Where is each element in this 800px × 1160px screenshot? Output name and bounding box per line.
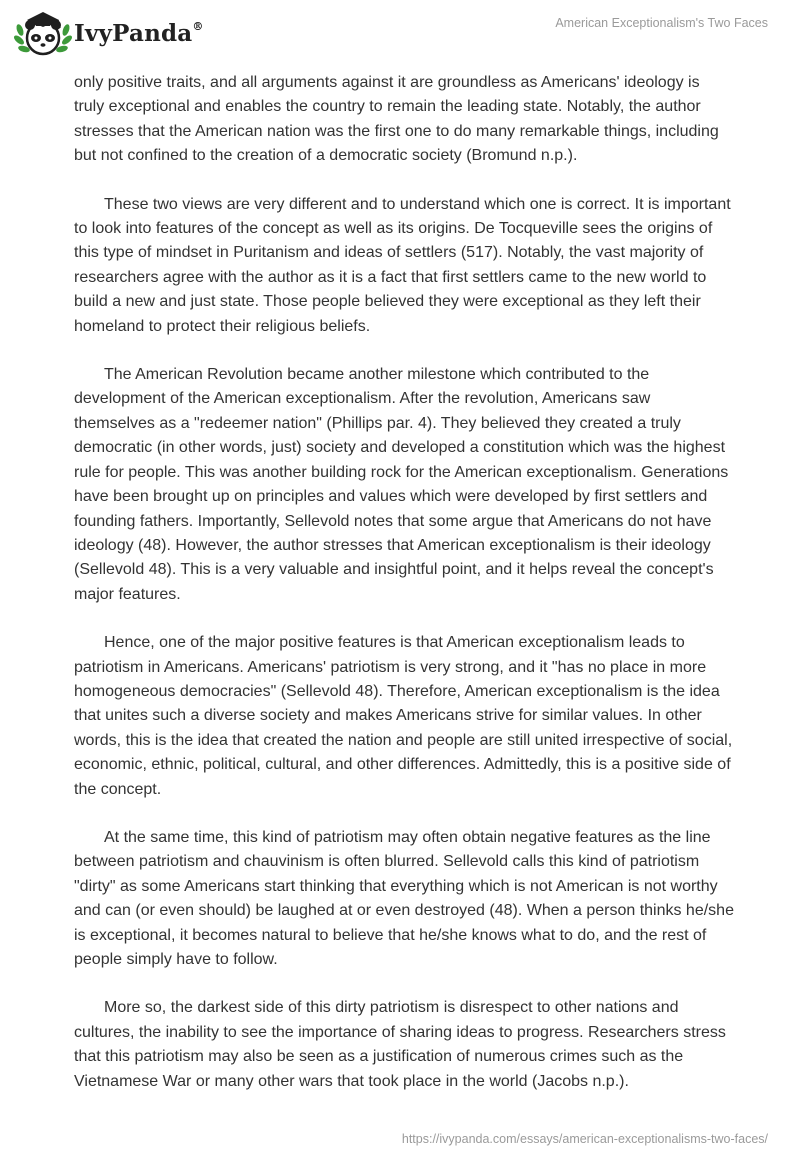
paragraph: More so, the darkest side of this dirty patriotism is disrespect to other nations and cultures, the inability to see the importance of sharing ideas to progress. Researchers stress that this patriotism may also be seen as a justification of numerous crimes such as the Vietnamese War or many other wars that took place in the world (Jacobs n.p.). <box>74 999 726 1090</box>
paragraph: These two views are very different and to understand which one is correct. It is important to look into features of the concept as well as its origins. De Tocqueville sees the origins of this type of mindset in Puritanism and ideas of settlers (517). Notably, the vast majority of researchers agree with the author as it is a fact that first settlers came to the new world to build a new and just state. Those people believed they were exceptional as they left their homeland to protect their religious beliefs. <box>74 195 731 335</box>
paragraph: only positive traits, and all arguments against it are groundless as Americans' ideology is truly exceptional and enables the country to remain the leading state. Notably, the author stresses that the American nation was the first one to do many remarkable things, including but not confined to the creation of a democratic society (Bromund n.p.). <box>74 74 719 165</box>
page-header <box>0 0 800 70</box>
paragraph: The American Revolution became another milestone which contributed to the development of the American exceptionalism. After the revolution, Americans saw themselves as a "redeemer nation" (Phillips par. 4). They believed they created a truly democratic (in other words, just) society and developed a constitution which was the highest rule for people. This was another building rock for the American exceptionalism. Generations have been brought up on principles and values which were developed by first settlers and founding fathers. Importantly, Sellevold notes that some argue that Americans do not have ideology (48). However, the author stresses that American exceptionalism is their ideology (Sellevold 48). This is a very valuable and insightful point, and it helps reveal the concept's major features. <box>74 366 729 603</box>
brand-name: IvyPanda® <box>74 19 204 47</box>
brand-logo[interactable] <box>14 8 204 58</box>
paragraph: Hence, one of the major positive features is that American exceptionalism leads to patriotism in Americans. Americans' patriotism is very strong, and it "has no place in more homogeneous democracies" (Sellevold 48). Therefore, American exceptionalism is the idea that unites such a diverse society and makes Americans strive for similar values. In other words, this is the idea that created the nation and people are still united irrespective of social, economic, ethnic, political, cultural, and other differences. Admittedly, this is a positive side of the concept. <box>74 634 733 798</box>
source-url[interactable]: https://ivypanda.com/essays/american-exceptionalisms-two-faces/ <box>401 1132 768 1146</box>
panda-graduate-icon <box>14 8 72 58</box>
document-title: American Exceptionalism's Two Faces <box>555 16 768 30</box>
paragraph: At the same time, this kind of patriotism may often obtain negative features as the line between patriotism and chauvinism is often blurred. Sellevold calls this kind of patriotism "dirty" as some Americans start thinking that everything which is not American is not worthy and can (or even should) be laughed at or even destroyed (48). When a person thinks he/she is exceptional, it becomes natural to believe that he/she knows what to do, and the rest of people simply have to follow. <box>74 828 734 968</box>
essay-body <box>74 71 734 1118</box>
